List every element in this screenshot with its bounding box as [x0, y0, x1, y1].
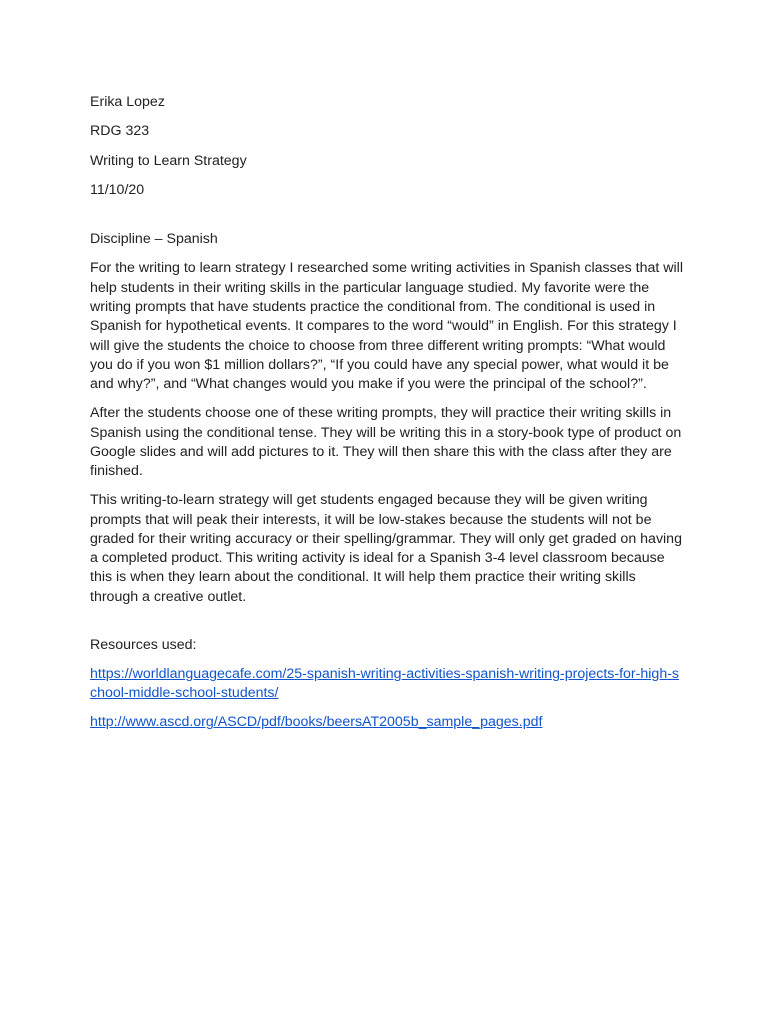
resources-heading: Resources used: — [90, 637, 197, 654]
document-date: 11/10/20 — [90, 182, 145, 199]
paragraph-engagement: This writing-to-learn strategy will get students engaged because they will be given writing prompts that will peak their interests, it will be low-stakes because the students will not be graded for their writing accuracy or their spelling/grammar. They will only get graded on having a completed product. This writing activity is ideal for a Spanish 3-4 level classroom because this is when they learn about the conditional. It will help them practice their writing skills through a creative outlet. — [90, 492, 682, 605]
course-code: RDG 323 — [90, 123, 150, 140]
paragraph-strategy: For the writing to learn strategy I researched some writing activities in Spanish classes that will help students in their writing skills in the particular language studied. My favorite were the writing prompts that have students practice the conditional from. The conditional is used in Spanish for hypothetical events. It compares to the word “would” in English. For this strategy I will give the students the choice to choose from three different writing prompts: “What would you do if you won $1 million dollars?”, “If you could have any special power, what would it be and why?”, and “What changes would you make if you were the principal of the school?”. — [90, 260, 683, 393]
discipline-heading: Discipline – Spanish — [90, 231, 218, 248]
resource-link-ascd[interactable]: http://www.ascd.org/ASCD/pdf/books/beersAT2005b_sample_pages.pdf — [90, 714, 543, 731]
resource-link-worldlanguagecafe[interactable]: https://worldlanguagecafe.com/25-spanish-writing-activities-spanish-writing-projects-for-high-school-middle-school-students/ — [90, 666, 680, 702]
paragraph-activity: After the students choose one of these writing prompts, they will practice their writing skills in Spanish using the conditional tense. They will be writing this in a story-book type of product on Google slides and will add pictures to it. They will then share this with the class after they are finished. — [90, 405, 682, 480]
document-body — [90, 93, 684, 742]
author-name: Erika Lopez — [90, 94, 165, 110]
assignment-title: Writing to Learn Strategy — [90, 152, 247, 169]
